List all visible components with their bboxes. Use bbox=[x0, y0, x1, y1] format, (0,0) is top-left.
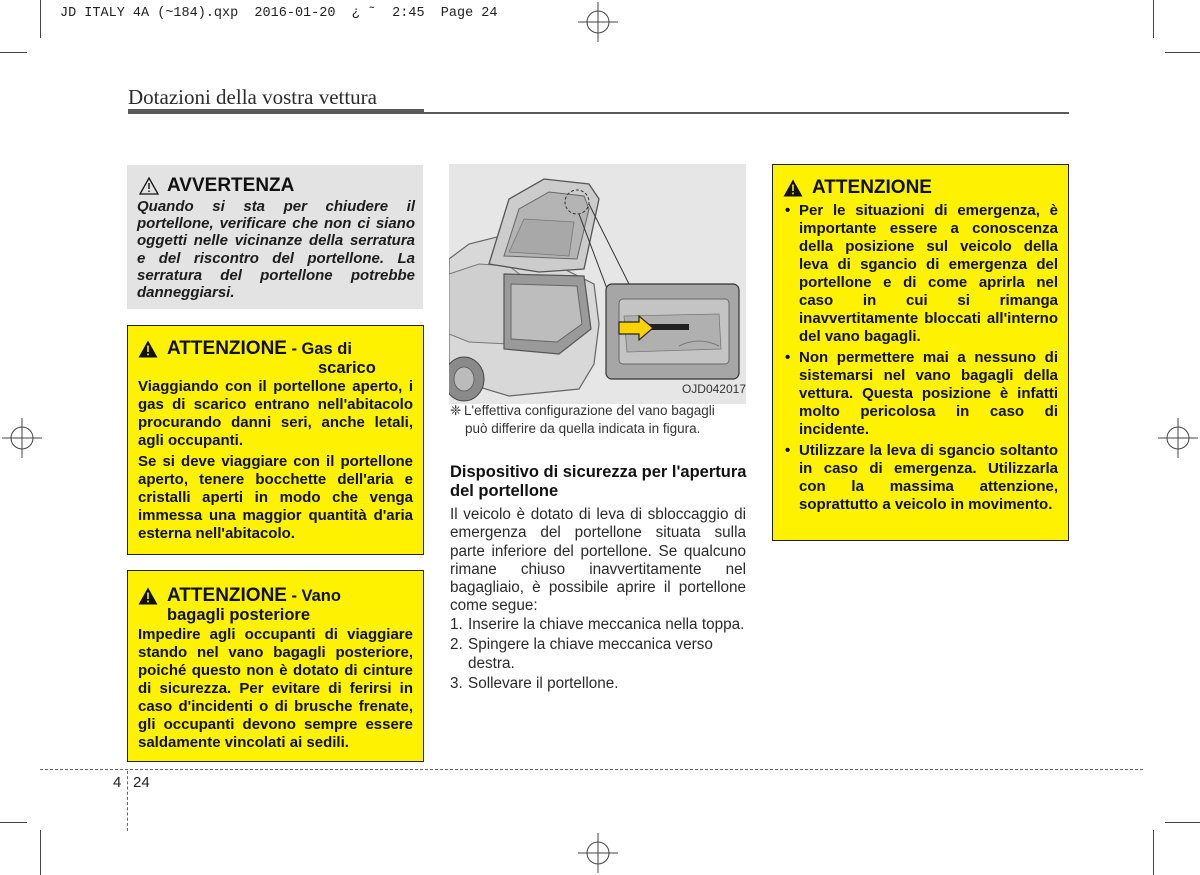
caption-line-1: L'effettiva configurazione del vano bagagli bbox=[464, 403, 715, 418]
warning-heading-label: AVVERTENZA bbox=[167, 175, 295, 196]
warning-filled-icon bbox=[138, 587, 158, 605]
warning-outline-icon bbox=[139, 177, 159, 195]
warning-box bbox=[127, 165, 423, 309]
warning-text: Quando si sta per chiudere il portellone, verificare che non ci siano oggetti nelle vicinanze della serratura e del riscontro del portellone. La serratura del portellone potrebbe danneggiarsi. bbox=[137, 198, 415, 302]
caution-emergency-word: ATTENZIONE bbox=[812, 177, 932, 198]
caption-symbol: ❈ bbox=[450, 403, 462, 418]
steps-list bbox=[450, 616, 746, 695]
caution-cargo-text: Impedire agli occupanti di viaggiare stando nel vano bagagli posteriore, poiché questo non è dotato di cinture di sicurezza. Per evitare di ferirsi in caso d'incidenti o di brusche frenate, gli occupanti devono sempre essere saldamente vincolati ai sedili. bbox=[138, 626, 413, 751]
step-item: 3. Sollevare il portellone. bbox=[450, 674, 619, 692]
registration-mark-right bbox=[1158, 418, 1198, 458]
print-header: JD ITALY 4A (~184).qxp 2016-01-20 ¿ ˜ 2:45 Page 24 bbox=[60, 6, 498, 21]
chapter-number: 4 bbox=[113, 774, 122, 791]
caution-emergency-item: • Utilizzare la leva di sgancio soltanto in caso di emergenza. Utilizzarla con la massima attenzione, soprattutto a veicolo in movimento. bbox=[783, 442, 1058, 514]
page-number: 24 bbox=[133, 774, 150, 791]
caption-line-2: può differire da quella indicata in figura. bbox=[465, 421, 701, 436]
emergency-release-heading: Dispositivo di sicurezza per l'apertura del portellone bbox=[450, 463, 747, 500]
registration-mark-left bbox=[2, 418, 42, 458]
figure-code: OJD042017 bbox=[681, 382, 746, 396]
caution-exhaust-subtitle-a: - Gas di bbox=[291, 340, 352, 358]
footer-rule bbox=[40, 769, 1143, 770]
registration-mark-bottom bbox=[578, 833, 618, 873]
caution-exhaust-para-2: Se si deve viaggiare con il portellone aperto, tenere bocchette dell'aria e cristalli aperti in modo che venga immessa una maggior quantità d'aria esterna nell'abitacolo. bbox=[138, 453, 413, 542]
warning-filled-icon bbox=[783, 179, 803, 197]
footer-divider bbox=[127, 771, 128, 831]
caution-exhaust-subtitle-b: scarico bbox=[318, 359, 376, 377]
caution-emergency-box bbox=[772, 164, 1069, 541]
caution-exhaust-word: ATTENZIONE bbox=[167, 338, 287, 359]
emergency-release-body: Il veicolo è dotato di leva di sbloccaggio di emergenza del portellone situata sulla parte inferiore del portellone. Se qualcuno rimane chiuso inavvertitamente nel bagagliaio, è possibile aprire il portellone come segue: bbox=[450, 506, 746, 615]
title-rule-thin bbox=[424, 112, 1069, 114]
warning-filled-icon bbox=[138, 340, 158, 358]
section-title: Dotazioni della vostra vettura bbox=[128, 85, 377, 109]
car-rear-drawing bbox=[449, 164, 746, 404]
caution-emergency-item: • Non permettere mai a nessuno di sistemarsi nel vano bagagli della vettura. Questa posizione è infatti molto pericolosa in caso di incidente. bbox=[783, 349, 1058, 439]
registration-mark-top bbox=[578, 2, 618, 42]
caution-exhaust-heading bbox=[138, 338, 413, 378]
tailgate-illustration bbox=[449, 164, 746, 404]
caution-exhaust-box bbox=[127, 325, 424, 555]
step-item: 1. Inserire la chiave meccanica nella toppa. bbox=[450, 616, 745, 633]
caution-cargo-subtitle-a: - Vano bbox=[291, 587, 341, 605]
caution-cargo-word: ATTENZIONE bbox=[167, 585, 287, 606]
caution-cargo-subtitle-b: bagagli posteriore bbox=[167, 606, 311, 624]
caution-cargo-box bbox=[127, 570, 424, 762]
caution-cargo-heading bbox=[138, 585, 413, 625]
caution-emergency-heading bbox=[783, 177, 1058, 199]
figure-caption bbox=[450, 402, 748, 438]
title-rule bbox=[128, 109, 424, 114]
caution-exhaust-para-1: Viaggiando con il portellone aperto, i gas di scarico entrano nell'abitacolo procurando danni seri, anche letali, agli occupanti. bbox=[138, 378, 413, 449]
step-item: 2. Spingere la chiave meccanica verso destra. bbox=[450, 636, 713, 672]
warning-heading bbox=[137, 175, 415, 197]
caution-emergency-item: • Per le situazioni di emergenza, è importante essere a conoscenza della posizione sul veicolo della leva di sgancio di emergenza del portellone e di come aprirla nel caso in cui si rimanga inavvertitamente bloccati all'interno del vano bagagli. bbox=[783, 202, 1058, 346]
